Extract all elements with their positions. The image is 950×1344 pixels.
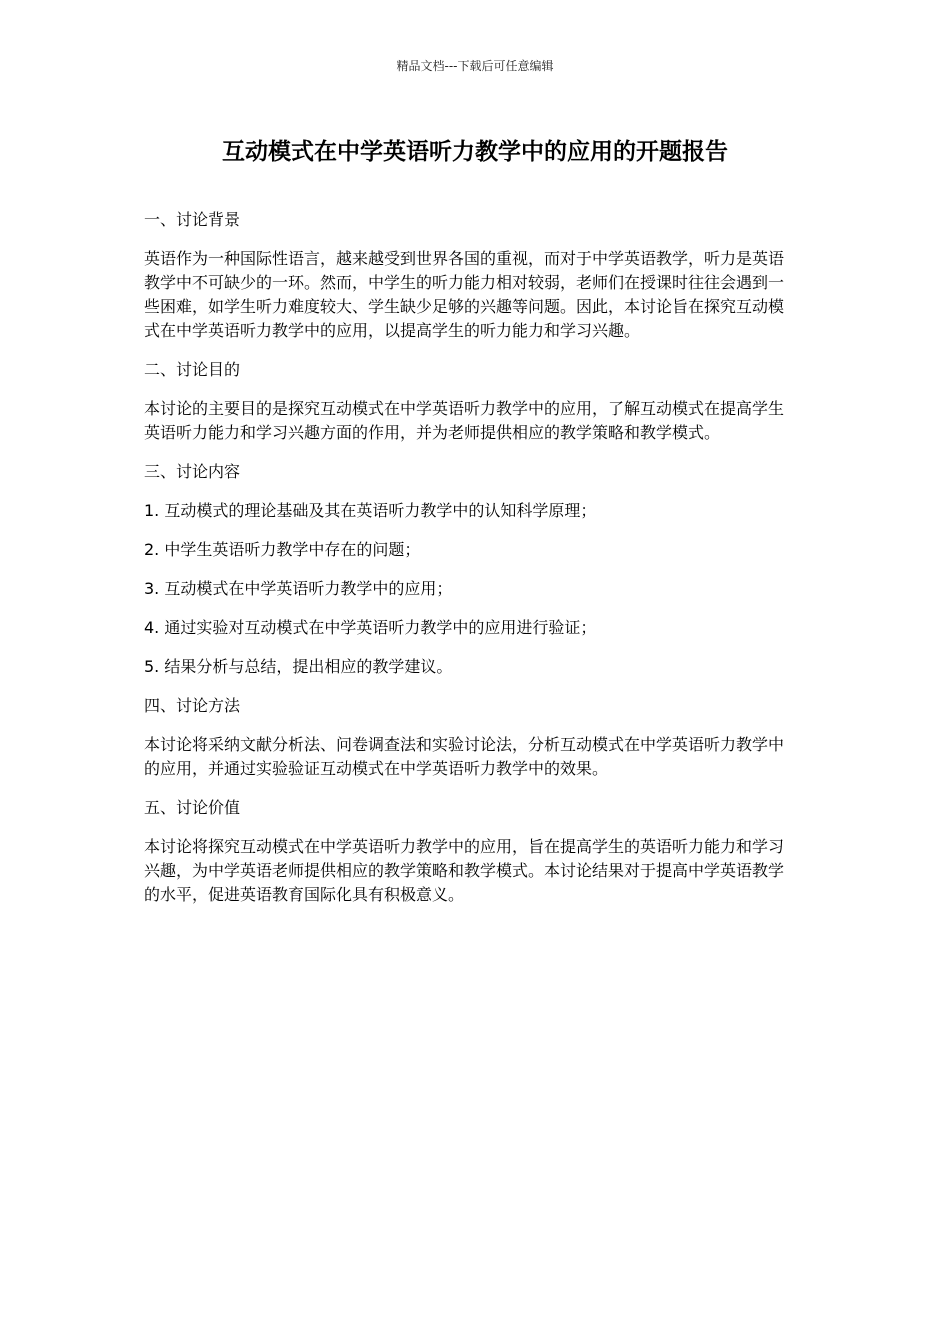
section-heading-value: 五、讨论价值 xyxy=(144,798,241,817)
section-heading-content: 三、讨论内容 xyxy=(144,462,241,481)
section-body-value: 本讨论将探究互动模式在中学英语听力教学中的应用，旨在提高学生的英语听力能力和学习兴趣，为中学英语老师提供相应的教学策略和教学模式。本讨论结果对于提高中学英语教学的水平，促进英语教育国际化具有积极意义。 xyxy=(144,837,785,904)
content-list-item: 4. 通过实验对互动模式在中学英语听力教学中的应用进行验证； xyxy=(144,618,597,637)
section-heading-background: 一、讨论背景 xyxy=(144,210,241,229)
content-list-item: 3. 互动模式在中学英语听力教学中的应用； xyxy=(144,579,453,598)
content-list-item: 5. 结果分析与总结，提出相应的教学建议。 xyxy=(144,657,453,676)
document-title: 互动模式在中学英语听力教学中的应用的开题报告 xyxy=(222,139,728,165)
section-heading-purpose: 二、讨论目的 xyxy=(144,360,241,379)
document-body xyxy=(144,208,796,922)
content-list-item: 1. 互动模式的理论基础及其在英语听力教学中的认知科学原理； xyxy=(144,501,597,520)
page-header-note: 精品文档---下载后可任意编辑 xyxy=(396,59,554,73)
section-body-purpose: 本讨论的主要目的是探究互动模式在中学英语听力教学中的应用，了解互动模式在提高学生英语听力能力和学习兴趣方面的作用，并为老师提供相应的教学策略和教学模式。 xyxy=(144,399,785,442)
content-list-item: 2. 中学生英语听力教学中存在的问题； xyxy=(144,540,421,559)
section-heading-method: 四、讨论方法 xyxy=(144,696,241,715)
section-body-background: 英语作为一种国际性语言，越来越受到世界各国的重视，而对于中学英语教学，听力是英语教学中不可缺少的一环。然而，中学生的听力能力相对较弱，老师们在授课时往往会遇到一些困难，如学生听力难度较大、学生缺少足够的兴趣等问题。因此，本讨论旨在探究互动模式在中学英语听力教学中的应用，以提高学生的听力能力和学习兴趣。 xyxy=(144,249,785,340)
section-body-method: 本讨论将采纳文献分析法、问卷调查法和实验讨论法，分析互动模式在中学英语听力教学中的应用，并通过实验验证互动模式在中学英语听力教学中的效果。 xyxy=(144,735,785,778)
